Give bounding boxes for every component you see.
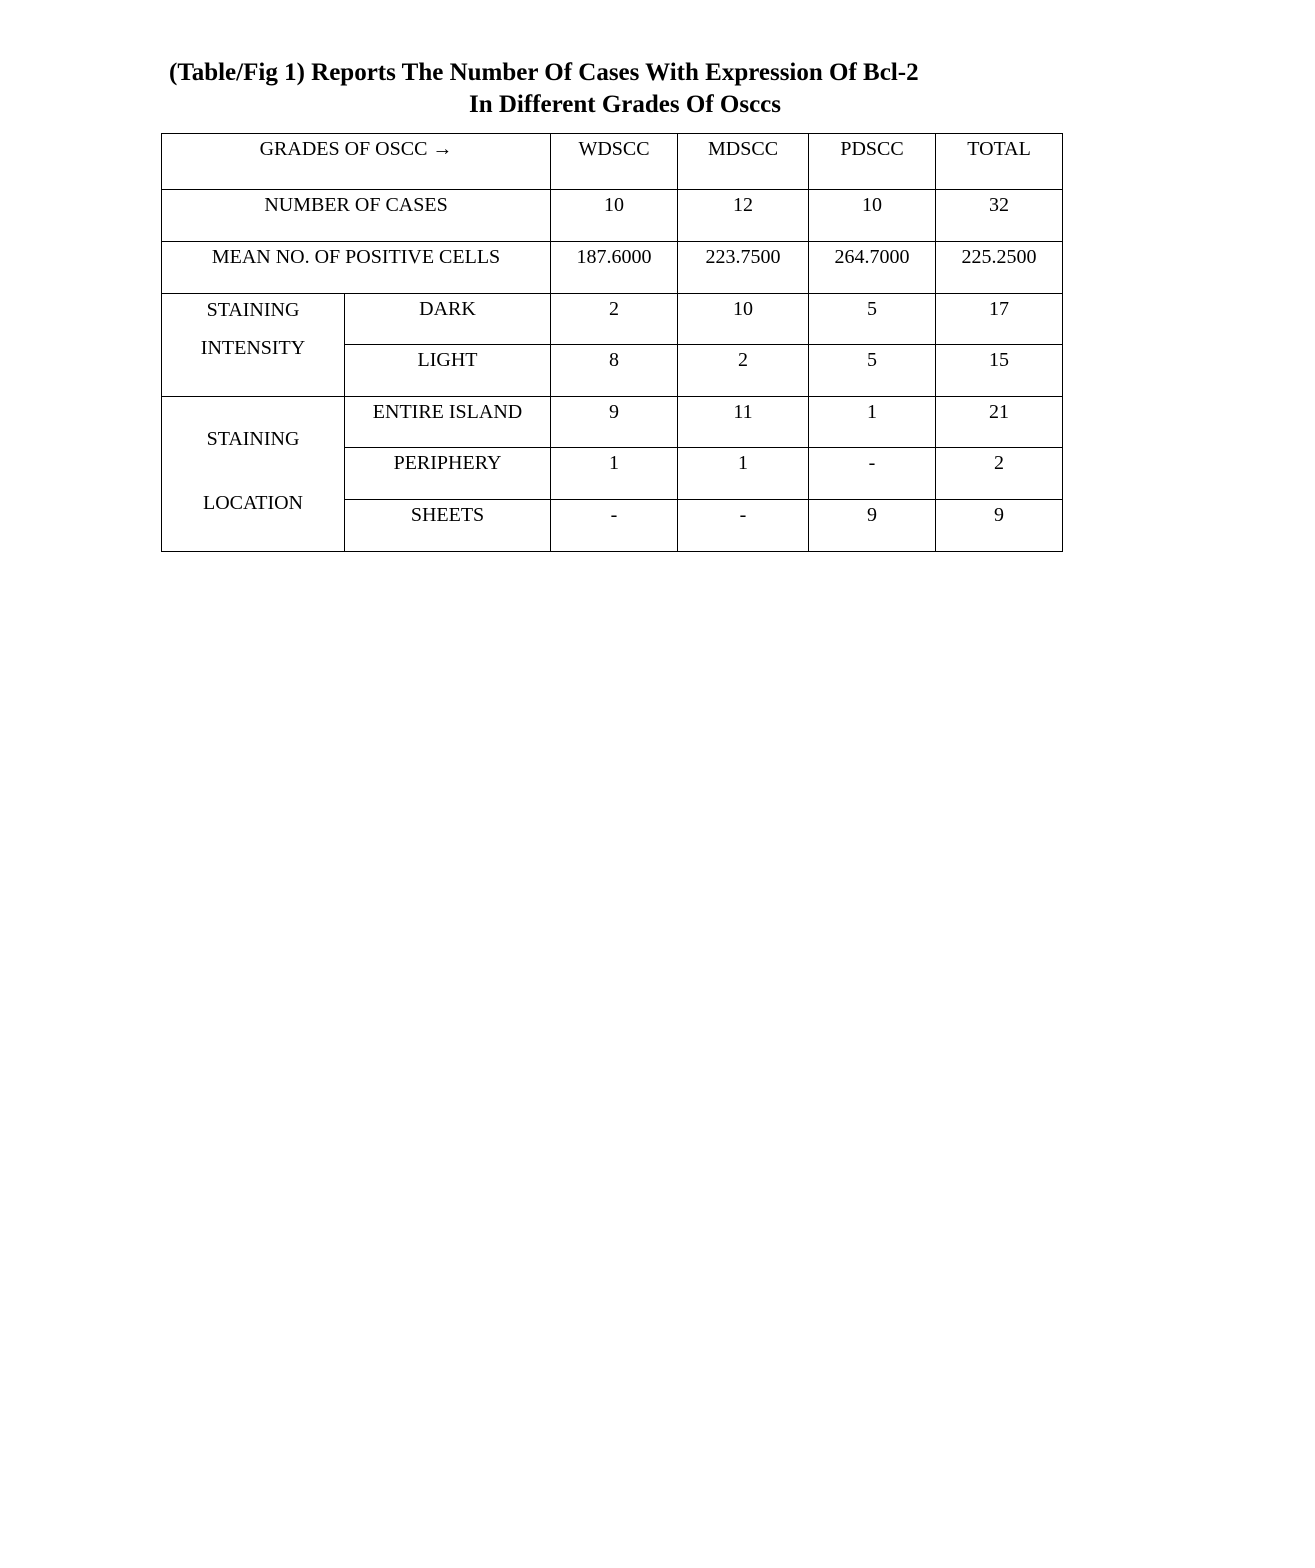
table-cell: 187.6000 — [551, 242, 678, 294]
header-col-pdscc: PDSCC — [809, 134, 936, 190]
sub-label-periphery: PERIPHERY — [345, 448, 551, 500]
group-label-line: STAINING — [206, 299, 300, 321]
table-cell: 10 — [678, 294, 809, 345]
table-cell: 1 — [678, 448, 809, 500]
table-row-staining-dark — [162, 294, 1063, 345]
table-cell: 21 — [936, 397, 1063, 448]
table-cell: 9 — [551, 397, 678, 448]
table-cell: 223.7500 — [678, 242, 809, 294]
table-cell: - — [551, 500, 678, 552]
sub-label-light: LIGHT — [345, 345, 551, 397]
table-cell: 225.2500 — [936, 242, 1063, 294]
row-label-mean-positive-cells: MEAN NO. OF POSITIVE CELLS — [162, 242, 551, 294]
row-label-number-of-cases: NUMBER OF CASES — [162, 190, 551, 242]
group-label-line: STAINING — [206, 428, 300, 450]
table-cell: 1 — [551, 448, 678, 500]
group-label-line: INTENSITY — [200, 337, 306, 359]
group-label-line: LOCATION — [203, 492, 303, 514]
table-title — [140, 57, 1150, 121]
table-cell: 5 — [809, 345, 936, 397]
sub-label-dark: DARK — [345, 294, 551, 345]
title-line-2: In Different Grades Of Osccs — [469, 91, 781, 118]
table-cell: - — [809, 448, 936, 500]
sub-label-entire-island: ENTIRE ISLAND — [345, 397, 551, 448]
sub-label-sheets: SHEETS — [345, 500, 551, 552]
table-cell: 12 — [678, 190, 809, 242]
header-col-mdscc: MDSCC — [678, 134, 809, 190]
bcl2-expression-table — [161, 133, 1063, 552]
table-cell: 15 — [936, 345, 1063, 397]
table-cell: 5 — [809, 294, 936, 345]
group-label-staining-intensity — [162, 294, 345, 397]
table-row-number-of-cases — [162, 190, 1063, 242]
table-header-row — [162, 134, 1063, 190]
header-col-total: TOTAL — [936, 134, 1063, 190]
table-row-entire-island — [162, 397, 1063, 448]
table-cell: 32 — [936, 190, 1063, 242]
title-line-1: (Table/Fig 1) Reports The Number Of Cases With Expression Of Bcl-2 — [169, 59, 919, 86]
table-cell: 2 — [678, 345, 809, 397]
table-cell: 1 — [809, 397, 936, 448]
table-cell: 9 — [809, 500, 936, 552]
table-cell: 264.7000 — [809, 242, 936, 294]
table-cell: 10 — [551, 190, 678, 242]
group-label-staining-location — [162, 397, 345, 552]
table-cell: 2 — [936, 448, 1063, 500]
table-cell: 11 — [678, 397, 809, 448]
table-cell: - — [678, 500, 809, 552]
table-cell: 2 — [551, 294, 678, 345]
table-cell: 17 — [936, 294, 1063, 345]
header-col-wdscc: WDSCC — [551, 134, 678, 190]
table-cell: 8 — [551, 345, 678, 397]
header-label-cell: GRADES OF OSCC → — [162, 134, 551, 190]
table-cell: 9 — [936, 500, 1063, 552]
table-cell: 10 — [809, 190, 936, 242]
